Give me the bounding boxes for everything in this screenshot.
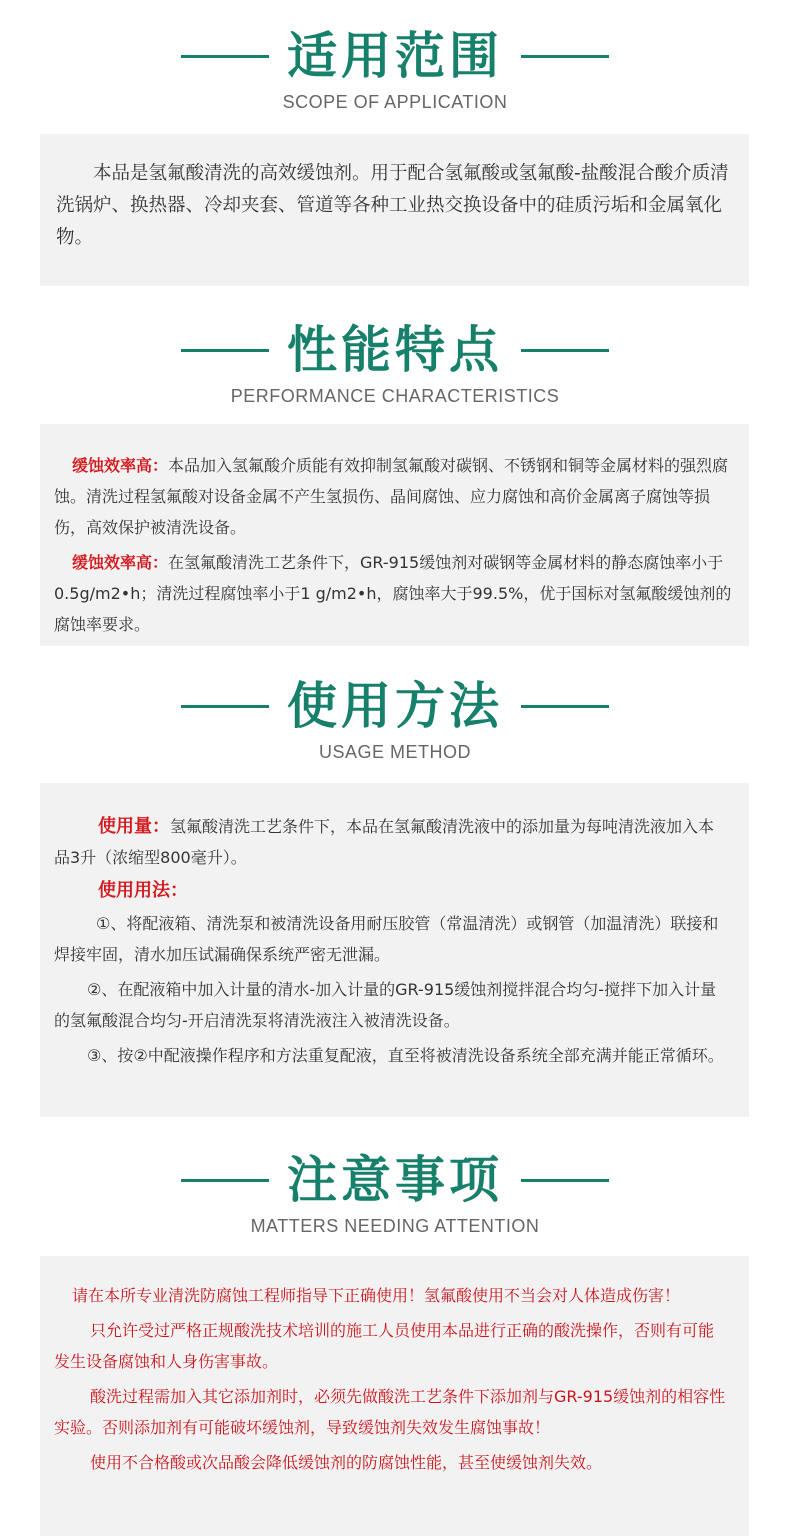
section-title: 使用方法 <box>287 677 503 735</box>
divider-line-left <box>181 349 269 352</box>
dosage-label: 使用量： <box>98 816 170 837</box>
item-text: 在氢氟酸清洗工艺条件下，GR-915缓蚀剂对碳钢等金属材料的静态腐蚀率小于0.5g/m2•h；清洗过程腐蚀率小于1 g/m2•h，腐蚀率大于99.5%，优于国标对氢氟酸缓蚀剂的腐蚀率要求。 <box>54 553 732 634</box>
divider-line-right <box>521 55 609 58</box>
divider-line-left <box>181 705 269 708</box>
section-title: 注意事项 <box>287 1151 503 1209</box>
item-label: 缓蚀效率高： <box>72 456 169 475</box>
usage-step: ③、按②中配液操作程序和方法重复配液，直至将被清洗设备系统全部充满并能正常循环。 <box>87 1046 724 1065</box>
scope-box <box>40 134 749 286</box>
dosage-text: 氢氟酸清洗工艺条件下，本品在氢氟酸清洗液中的添加量为每吨清洗液加入本品3升（浓缩型800毫升）。 <box>54 817 715 867</box>
performance-item <box>54 547 733 640</box>
item-label: 缓蚀效率高： <box>72 553 169 572</box>
performance-box <box>40 424 749 646</box>
section-title: 适用范围 <box>287 27 503 85</box>
attention-box <box>40 1256 749 1536</box>
usage-step: ②、在配液箱中加入计量的清水-加入计量的GR-915缓蚀剂搅拌混合均匀-搅拌下加入计量的氢氟酸混合均匀-开启清洗泵将清洗液注入被清洗设备。 <box>54 980 717 1030</box>
usage-box <box>40 783 749 1117</box>
section-subtitle: PERFORMANCE CHARACTERISTICS <box>230 386 560 406</box>
performance-header <box>0 322 790 407</box>
usage-step: ①、将配液箱、清洗泵和被清洗设备用耐压胶管（常温清洗）或钢管（加温清洗）联接和焊接牢固，清水加压试漏确保系统严密无泄漏。 <box>54 914 719 964</box>
divider-line-left <box>181 55 269 58</box>
section-subtitle: USAGE METHOD <box>318 742 471 762</box>
scope-header <box>0 28 790 113</box>
divider-line-right <box>521 705 609 708</box>
divider-line-right <box>521 1179 609 1182</box>
method-label: 使用用法： <box>98 880 188 901</box>
scope-text: 本品是氢氟酸清洗的高效缓蚀剂。用于配合氢氟酸或氢氟酸-盐酸混合酸介质清洗锅炉、换热器、冷却夹套、管道等各种工业热交换设备中的硅质污垢和金属氧化物。 <box>56 163 729 248</box>
section-subtitle: MATTERS NEEDING ATTENTION <box>250 1216 540 1236</box>
performance-item <box>54 450 733 543</box>
divider-line-right <box>521 349 609 352</box>
usage-method-heading <box>54 875 729 906</box>
item-text: 本品加入氢氟酸介质能有效抑制氢氟酸对碳钢、不锈钢和铜等金属材料的强烈腐蚀。清洗过程氢氟酸对设备金属不产生氢损伤、晶间腐蚀、应力腐蚀和高价金属离子腐蚀等损伤，高效保护被清洗设备。 <box>54 456 729 537</box>
attention-header <box>0 1152 790 1237</box>
attention-item: 只允许受过严格正规酸洗技术培训的施工人员使用本品进行正确的酸洗操作，否则有可能发生设备腐蚀和人身伤害事故。 <box>54 1321 715 1371</box>
attention-item: 使用不合格酸或次品酸会降低缓蚀剂的防腐蚀性能，甚至使缓蚀剂失效。 <box>90 1453 603 1472</box>
section-subtitle: SCOPE OF APPLICATION <box>282 92 508 112</box>
attention-item: 酸洗过程需加入其它添加剂时，必须先做酸洗工艺条件下添加剂与GR-915缓蚀剂的相容性实验。否则添加剂有可能破坏缓蚀剂，导致缓蚀剂失效发生腐蚀事故！ <box>54 1387 726 1437</box>
attention-item: 请在本所专业清洗防腐蚀工程师指导下正确使用！氢氟酸使用不当会对人体造成伤害！ <box>72 1286 681 1305</box>
usage-header <box>0 678 790 763</box>
usage-dosage <box>54 811 729 873</box>
divider-line-left <box>181 1179 269 1182</box>
section-title: 性能特点 <box>287 321 503 379</box>
